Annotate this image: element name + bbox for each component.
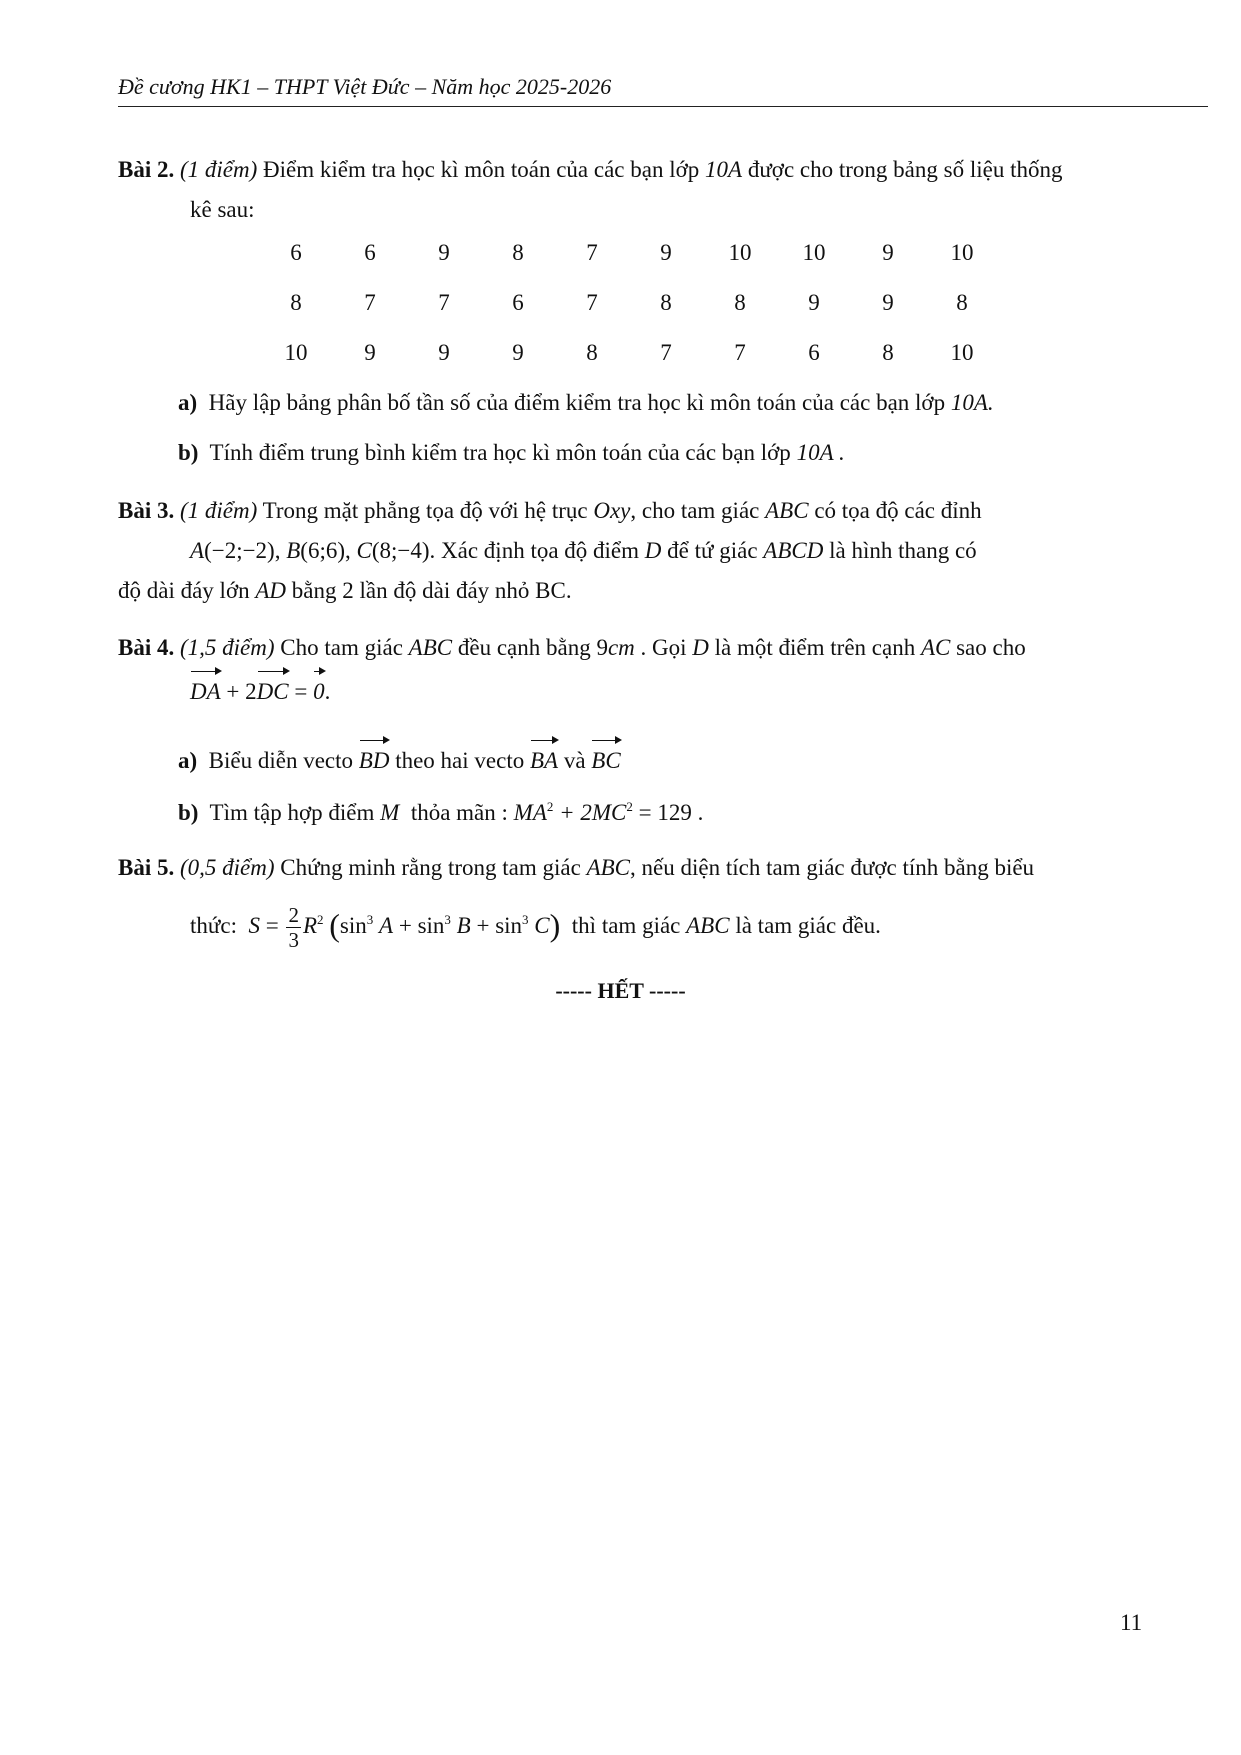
bai5-points: (0,5 điểm) — [179, 855, 275, 880]
bai5-text: thì tam giác — [571, 913, 681, 938]
sin-fn: sin — [495, 913, 523, 938]
coord-a: (−2;−2) — [204, 538, 275, 563]
bai4-a-text: theo hai vecto — [395, 748, 525, 773]
bai2-text2: kê sau: — [190, 197, 255, 222]
bai4-part-b: b) Tìm tập hợp điểm M thỏa mãn : $MA^2 + 2MC^2 = 129$ . — [178, 799, 704, 825]
bai3-text: Trong mặt phẳng tọa độ với hệ trục — [262, 498, 588, 523]
bai3-text: . Xác định tọa độ điểm — [429, 538, 640, 563]
point-c: C — [356, 538, 372, 563]
bai3-oxy: Oxy — [593, 498, 631, 523]
part-b-label: b) — [178, 440, 199, 465]
bai3-label: Bài 3. — [118, 498, 175, 523]
bai2-text1: Điểm kiểm tra học kì môn toán của các bạn lớp — [263, 157, 700, 182]
score-cell: 8 — [882, 340, 894, 365]
bai4-text: đều cạnh bằng — [457, 635, 591, 660]
bai5-formula-line: thức: S = $\frac{2}{3}$ $R^2$ ($\sin^3$ $A + \sin^3 B + \sin^3 C$) thì tam giác ABC là tam giác đều. — [190, 903, 881, 953]
score-row-1 — [266, 240, 1006, 272]
score-cell: 6 — [512, 290, 524, 315]
formula-s: S — [248, 913, 260, 938]
bai4-b-text: thỏa mãn : — [410, 800, 508, 825]
score-cell: 7 — [660, 340, 672, 365]
part-a-label: a) — [178, 748, 198, 773]
bai5-text: là tam giác đều. — [735, 913, 881, 938]
score-cell: 9 — [364, 340, 376, 365]
score-cell: 9 — [660, 240, 672, 265]
bai4-vector-equation — [118, 668, 1158, 712]
bai4-ac: AC — [920, 635, 951, 660]
score-cell: 7 — [586, 240, 598, 265]
page-header: Đề cương HK1 – THPT Việt Đức – Năm học 2025-2026 — [118, 74, 612, 99]
vector-bc: BC — [591, 737, 620, 781]
angle-c: C — [534, 913, 550, 938]
bai2-a-text: Hãy lập bảng phân bố tần số của điểm kiểm tra học kì môn toán của các bạn lớp — [208, 390, 946, 415]
bai4 — [118, 628, 1158, 712]
bai5-abc: ABC — [686, 913, 730, 938]
bai2-points: (1 điểm) — [179, 157, 258, 182]
formula-rparen: ) — [549, 907, 561, 943]
score-cell: 6 — [290, 240, 302, 265]
bai4-b-text: Tìm tập hợp điểm — [209, 800, 375, 825]
fraction-denominator: 3 — [288, 928, 299, 953]
score-cell: 7 — [734, 340, 746, 365]
bai2-label: Bài 2. — [118, 157, 175, 182]
bai2-part-b — [178, 433, 1158, 473]
score-cell: 8 — [956, 290, 968, 315]
bai5-abc: ABC — [586, 855, 631, 880]
bai3-line2: A(−2;−2), B(6;6), C(8;−4). Xác định tọa độ điểm D để tứ giác ABCD là hình thang có — [190, 538, 977, 563]
point-a: A — [190, 538, 205, 563]
bai3-text: có tọa độ các đỉnh — [814, 498, 982, 523]
point-b: B — [286, 538, 301, 563]
bai5-text: thức: — [190, 913, 237, 938]
bai4-side: 9 — [596, 635, 608, 660]
score-cell: 9 — [882, 240, 894, 265]
formula-lparen: ( — [329, 907, 340, 943]
score-cell: 8 — [734, 290, 746, 315]
header-rule — [118, 106, 1208, 107]
bai2-a-end: 10A. — [950, 390, 994, 415]
term-ma: MA — [513, 800, 547, 825]
bai3-text: độ dài đáy lớn — [118, 578, 250, 603]
bai2-b-end: 10A . — [796, 440, 845, 465]
coord-c: (8;−4) — [371, 538, 430, 563]
part-a-label: a) — [178, 390, 198, 415]
bai4-text: sao cho — [956, 635, 1026, 660]
bai3-text: là hình thang có — [829, 538, 977, 563]
bai3-ad: AD — [255, 578, 287, 603]
bai4-part-a — [178, 737, 1158, 781]
bai3-points: (1 điểm) — [179, 498, 258, 523]
score-cell: 10 — [950, 340, 974, 365]
bai3-line3 — [118, 571, 1158, 611]
score-cell: 9 — [882, 290, 894, 315]
bai4-plus2: + 2 — [226, 679, 257, 704]
bai4-text: là một điểm trên cạnh — [714, 635, 916, 660]
score-cell: 9 — [438, 240, 450, 265]
bai4-abc: ABC — [408, 635, 453, 660]
point-m: M — [380, 800, 400, 825]
vector-bd: BD — [359, 737, 390, 781]
formula-r: R — [302, 913, 318, 938]
bai4-dot: . — [324, 679, 331, 704]
vector-zero: 0 — [313, 668, 325, 712]
bai5-text: Chứng minh rằng trong tam giác — [280, 855, 581, 880]
score-cell: 10 — [802, 240, 826, 265]
score-cell: 10 — [950, 240, 974, 265]
score-cell: 6 — [364, 240, 376, 265]
score-cell: 9 — [512, 340, 524, 365]
fraction-2-3 — [286, 903, 301, 952]
bai2-part-a — [178, 383, 1158, 423]
bai5 — [118, 848, 1158, 888]
bai3-text: , cho tam giác — [630, 498, 760, 523]
bai3-abc: ABC — [765, 498, 809, 523]
score-cell: 7 — [586, 290, 598, 315]
bai3 — [118, 491, 1158, 611]
sin-fn: sin — [339, 913, 367, 938]
bai3-text: bằng 2 lần độ dài đáy nhỏ BC. — [291, 578, 572, 603]
score-row-2 — [266, 290, 1006, 322]
bai4-text: Cho tam giác — [280, 635, 403, 660]
score-cell: 8 — [586, 340, 598, 365]
page-number: 11 — [1120, 1610, 1143, 1635]
score-row-3 — [266, 340, 1006, 372]
coord-b: (6;6) — [300, 538, 345, 563]
score-cell: 9 — [808, 290, 820, 315]
score-cell: 7 — [438, 290, 450, 315]
formula-plus: + — [398, 913, 412, 938]
end-marker: ----- HẾT ----- — [555, 978, 686, 1003]
score-cell: 10 — [284, 340, 308, 365]
bai4-d: D — [692, 635, 709, 660]
bai2-class: 10A — [705, 157, 743, 182]
score-cell: 8 — [660, 290, 672, 315]
vector-ba: BA — [530, 737, 558, 781]
bai5-text: , nếu diện tích tam giác được tính bằng biểu — [630, 855, 1035, 880]
formula-eq: = — [265, 913, 279, 938]
bai4-eq129: = 129 . — [638, 800, 704, 825]
fraction-numerator: 2 — [288, 903, 299, 928]
term-2mc: + 2MC — [559, 800, 627, 825]
score-cell: 7 — [364, 290, 376, 315]
bai3-text: để tứ giác — [667, 538, 758, 563]
bai2-b-text: Tính điểm trung bình kiểm tra học kì môn toán của các bạn lớp — [209, 440, 791, 465]
bai4-eq: = — [294, 679, 308, 704]
angle-a: A — [379, 913, 394, 938]
formula-plus: + — [476, 913, 490, 938]
bai4-a-text: Biểu diễn vecto — [208, 748, 354, 773]
score-cell: 6 — [808, 340, 820, 365]
bai4-a-and: và — [563, 748, 586, 773]
bai4-unit: cm — [607, 635, 635, 660]
score-cell: 10 — [728, 240, 752, 265]
bai4-label: Bài 4. — [118, 635, 175, 660]
score-cell: 8 — [512, 240, 524, 265]
vector-dc: DC — [257, 668, 289, 712]
bai3-abcd: ABCD — [763, 538, 824, 563]
score-cell: 8 — [290, 290, 302, 315]
sin-fn: sin — [417, 913, 445, 938]
bai5-label: Bài 5. — [118, 855, 175, 880]
bai2-text1-end: được cho trong bảng số liệu thống — [747, 157, 1063, 182]
angle-b: B — [456, 913, 471, 938]
bai2-intro — [118, 150, 1158, 230]
bai4-points: (1,5 điểm) — [179, 635, 275, 660]
point-d: D — [644, 538, 662, 563]
bai4-text: . Gọi — [640, 635, 687, 660]
score-cell: 9 — [438, 340, 450, 365]
vector-da: DA — [190, 668, 221, 712]
part-b-label: b) — [178, 800, 199, 825]
